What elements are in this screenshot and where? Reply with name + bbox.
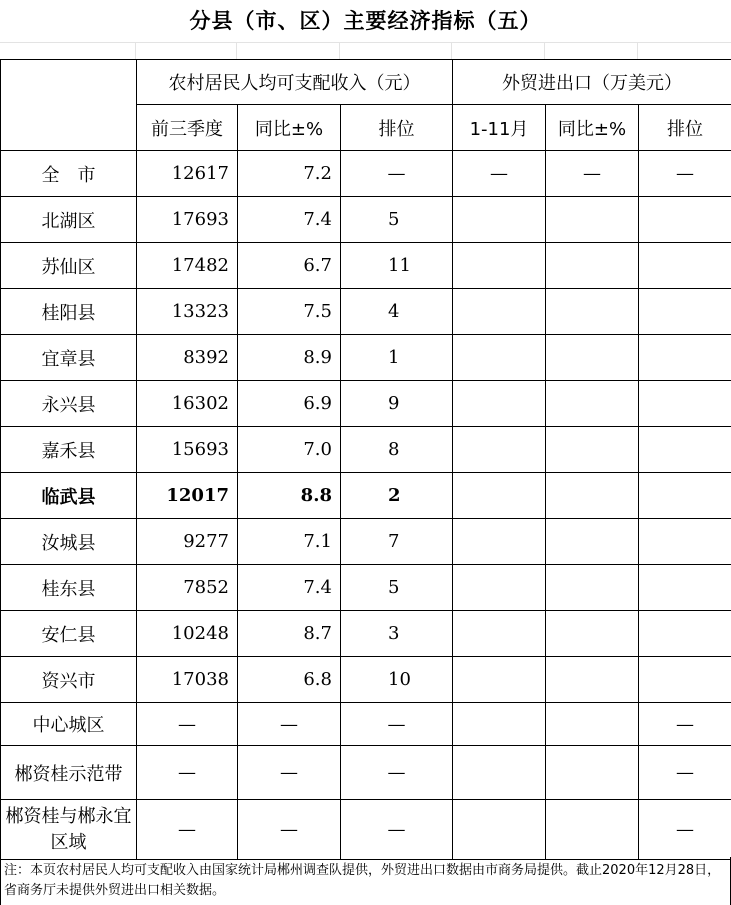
income-value: 15693	[137, 427, 238, 473]
income-value: 12017	[137, 473, 238, 519]
table-row	[1, 335, 731, 381]
income-rank: 8	[341, 427, 453, 473]
income-rank: 11	[341, 243, 453, 289]
region-name: 北湖区	[1, 197, 137, 243]
income-yoy: 6.9	[238, 381, 341, 427]
region-name: 郴资桂示范带	[1, 746, 137, 800]
page-title: 分县（市、区）主要经济指标（五）	[189, 9, 542, 33]
income-yoy: 6.8	[238, 657, 341, 703]
region-name: 临武县	[1, 473, 137, 519]
trade-value	[453, 197, 546, 243]
trade-value	[453, 335, 546, 381]
trade-value	[453, 519, 546, 565]
income-yoy-header: 同比±%	[238, 105, 341, 151]
income-value: —	[137, 703, 238, 746]
trade-yoy	[546, 289, 639, 335]
income-rank: 2	[341, 473, 453, 519]
income-value: 13323	[137, 289, 238, 335]
income-value: —	[137, 746, 238, 800]
trade-rank	[639, 519, 731, 565]
trade-rank: —	[639, 746, 731, 800]
trade-yoy	[546, 197, 639, 243]
trade-rank	[639, 427, 731, 473]
indicator-table	[0, 59, 731, 860]
income-yoy: 7.5	[238, 289, 341, 335]
income-yoy: —	[238, 800, 341, 860]
footnote: 注：本页农村居民人均可支配收入由国家统计局郴州调查队提供，外贸进出口数据由市商务局提供。截止2020年12月28日，省商务厅未提供外贸进出口相关数据。	[4, 863, 721, 898]
sheet-gridline	[236, 42, 237, 59]
table-row	[1, 565, 731, 611]
trade-yoy-header: 同比±%	[546, 105, 639, 151]
table-row	[1, 243, 731, 289]
trade-rank	[639, 611, 731, 657]
trade-yoy	[546, 657, 639, 703]
trade-yoy	[546, 335, 639, 381]
table-row	[1, 197, 731, 243]
trade-value	[453, 381, 546, 427]
trade-rank: —	[639, 800, 731, 860]
trade-period-header: 1-11月	[453, 105, 546, 151]
region-header-cell	[1, 60, 137, 151]
trade-value	[453, 611, 546, 657]
trade-yoy	[546, 611, 639, 657]
income-value: 12617	[137, 151, 238, 197]
sheet-gridline	[339, 42, 340, 59]
trade-yoy	[546, 381, 639, 427]
income-rank-header: 排位	[341, 105, 453, 151]
region-name: 安仁县	[1, 611, 137, 657]
income-yoy: —	[238, 746, 341, 800]
table-row	[1, 427, 731, 473]
income-value: 17693	[137, 197, 238, 243]
income-rank: —	[341, 800, 453, 860]
trade-rank	[639, 565, 731, 611]
income-rank: 4	[341, 289, 453, 335]
trade-rank	[639, 473, 731, 519]
income-yoy: 6.7	[238, 243, 341, 289]
income-yoy: 7.4	[238, 565, 341, 611]
income-value: 9277	[137, 519, 238, 565]
sheet-gridline	[544, 42, 545, 59]
income-yoy: —	[238, 703, 341, 746]
trade-value	[453, 473, 546, 519]
trade-yoy	[546, 746, 639, 800]
trade-rank	[639, 381, 731, 427]
trade-rank	[639, 289, 731, 335]
income-value: 8392	[137, 335, 238, 381]
income-rank: 7	[341, 519, 453, 565]
trade-yoy: —	[546, 151, 639, 197]
region-name: 资兴市	[1, 657, 137, 703]
trade-yoy	[546, 565, 639, 611]
trade-value	[453, 427, 546, 473]
income-yoy: 7.4	[238, 197, 341, 243]
income-yoy: 8.8	[238, 473, 341, 519]
table-row-highlighted	[1, 473, 731, 519]
region-name: 宜章县	[1, 335, 137, 381]
table-row	[1, 800, 731, 860]
trade-rank	[639, 335, 731, 381]
table-row	[1, 151, 731, 197]
table-row	[1, 381, 731, 427]
trade-rank	[639, 657, 731, 703]
income-rank: —	[341, 151, 453, 197]
income-yoy: 8.9	[238, 335, 341, 381]
header-row-group	[1, 60, 731, 105]
income-yoy: 7.0	[238, 427, 341, 473]
region-name: 全 市	[1, 151, 137, 197]
sheet-gridline	[637, 42, 638, 59]
trade-yoy	[546, 703, 639, 746]
trade-value	[453, 565, 546, 611]
income-rank: 5	[341, 197, 453, 243]
income-period-header: 前三季度	[137, 105, 238, 151]
trade-yoy	[546, 800, 639, 860]
trade-rank	[639, 243, 731, 289]
trade-value	[453, 800, 546, 860]
income-group-header: 农村居民人均可支配收入（元）	[137, 60, 453, 105]
trade-value	[453, 746, 546, 800]
region-name: 桂阳县	[1, 289, 137, 335]
region-name: 永兴县	[1, 381, 137, 427]
trade-value	[453, 703, 546, 746]
trade-yoy	[546, 427, 639, 473]
table-row	[1, 746, 731, 800]
income-yoy: 7.1	[238, 519, 341, 565]
trade-rank: —	[639, 703, 731, 746]
trade-value: —	[453, 151, 546, 197]
sheet-gridline	[0, 42, 731, 43]
table-row	[1, 657, 731, 703]
income-value: 7852	[137, 565, 238, 611]
trade-rank: —	[639, 151, 731, 197]
table-row	[1, 289, 731, 335]
income-rank: 3	[341, 611, 453, 657]
income-rank: —	[341, 746, 453, 800]
income-value: 16302	[137, 381, 238, 427]
trade-value	[453, 243, 546, 289]
income-value: 17038	[137, 657, 238, 703]
region-name: 嘉禾县	[1, 427, 137, 473]
trade-yoy	[546, 243, 639, 289]
sheet-gridline	[135, 42, 136, 59]
region-name: 桂东县	[1, 565, 137, 611]
region-name: 汝城县	[1, 519, 137, 565]
income-rank: 9	[341, 381, 453, 427]
sheet-gridline	[451, 42, 452, 59]
trade-value	[453, 657, 546, 703]
income-value: 10248	[137, 611, 238, 657]
table-row	[1, 611, 731, 657]
trade-rank	[639, 197, 731, 243]
region-name: 中心城区	[1, 703, 137, 746]
table-row	[1, 519, 731, 565]
income-value: —	[137, 800, 238, 860]
region-name: 郴资桂与郴永宜区域	[1, 800, 137, 860]
trade-rank-header: 排位	[639, 105, 731, 151]
region-name: 苏仙区	[1, 243, 137, 289]
table-row	[1, 703, 731, 746]
income-value: 17482	[137, 243, 238, 289]
trade-value	[453, 289, 546, 335]
trade-yoy	[546, 473, 639, 519]
income-rank: 1	[341, 335, 453, 381]
trade-group-header: 外贸进出口（万美元）	[453, 60, 731, 105]
income-rank: 5	[341, 565, 453, 611]
income-rank: —	[341, 703, 453, 746]
trade-yoy	[546, 519, 639, 565]
income-rank: 10	[341, 657, 453, 703]
income-yoy: 8.7	[238, 611, 341, 657]
income-yoy: 7.2	[238, 151, 341, 197]
